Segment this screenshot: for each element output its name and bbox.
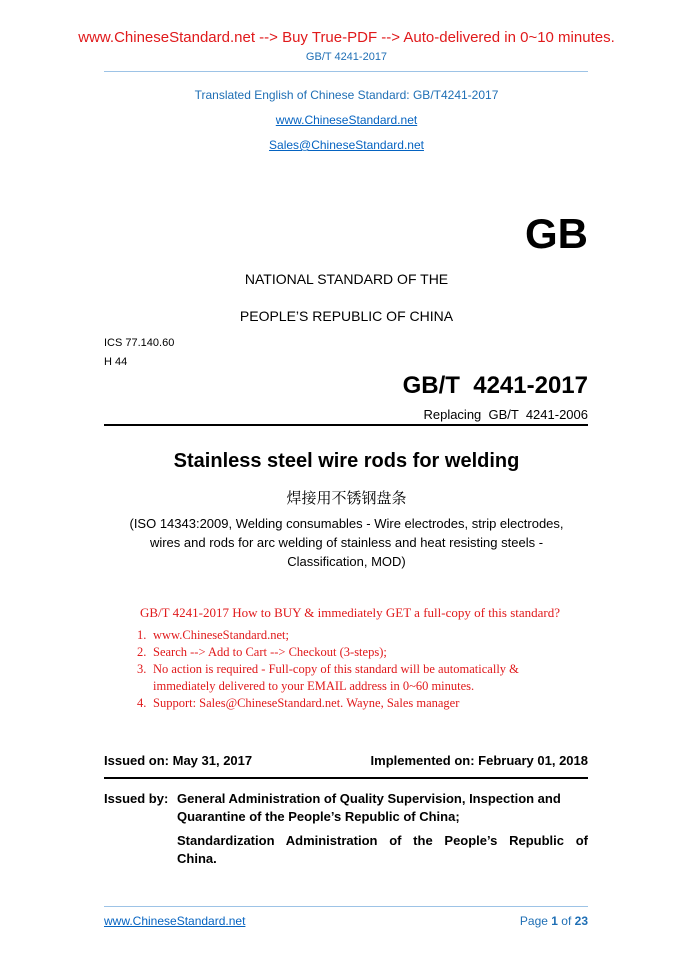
purchase-step: 3. No action is required - Full-copy of this standard will be automatically & (137, 662, 519, 676)
ics-code: ICS 77.140.60 (104, 337, 175, 349)
promo-banner[interactable]: www.ChineseStandard.net --> Buy True-PDF --> Auto-delivered in 0~10 minutes. (78, 29, 615, 46)
iso-reference-line1: (ISO 14343:2009, Welding consumables - Wire electrodes, strip electrodes, (129, 516, 564, 531)
issuer-org1-line1: General Administration of Quality Supervision, Inspection and (177, 791, 561, 806)
website-link[interactable]: www.ChineseStandard.net (275, 113, 418, 127)
national-standard-line2: PEOPLE’S REPUBLIC OF CHINA (239, 308, 454, 324)
standard-number: GB/T 4241-2017 (402, 372, 588, 399)
purchase-step[interactable]: 4. Support: Sales@ChineseStandard.net. Wayne, Sales manager (137, 696, 460, 710)
iso-reference-line3: Classification, MOD) (287, 554, 406, 569)
document-title-chinese: 焊接用不锈钢盘条 (286, 489, 407, 507)
purchase-step: 2. Search --> Add to Cart --> Checkout (3-steps); (137, 645, 387, 659)
issuer-org2-line1: Standardization Administration of the People’s Republic of (177, 833, 588, 848)
replacing-note: Replacing GB/T 4241-2006 (423, 407, 588, 422)
header-divider (104, 71, 588, 72)
purchase-step: immediately delivered to your EMAIL address in 0~60 minutes. (153, 679, 475, 693)
issuer-org1-line2: Quarantine of the People’s Republic of China; (177, 809, 460, 824)
header-doc-code: GB/T 4241-2017 (305, 51, 388, 63)
national-standard-line1: NATIONAL STANDARD OF THE (244, 271, 449, 287)
issued-date: Issued on: May 31, 2017 (104, 753, 253, 768)
purchase-heading: GB/T 4241-2017 How to BUY & immediately GET a full-copy of this standard? (140, 605, 561, 620)
issuer-org2-line2: China. (177, 851, 217, 866)
document-title: Stainless steel wire rods for welding (173, 450, 520, 472)
footer-divider (104, 906, 588, 907)
footer-website-link[interactable]: www.ChineseStandard.net (104, 914, 246, 928)
title-rule (104, 424, 588, 426)
dates-rule (104, 777, 588, 779)
sales-email-link[interactable]: Sales@ChineseStandard.net (269, 138, 424, 152)
iso-reference-line2: wires and rods for arc welding of stainless and heat resisting steels - (149, 535, 544, 550)
issued-by-label: Issued by: (104, 791, 169, 806)
implemented-date: Implemented on: February 01, 2018 (370, 753, 588, 768)
ccs-code: H 44 (104, 356, 128, 368)
gb-mark: GB (525, 210, 588, 257)
purchase-step[interactable]: 1. www.ChineseStandard.net; (137, 628, 289, 642)
translation-note: Translated English of Chinese Standard: GB/T4241-2017 (194, 88, 499, 102)
page-number: Page 1 of 23 (519, 914, 588, 928)
